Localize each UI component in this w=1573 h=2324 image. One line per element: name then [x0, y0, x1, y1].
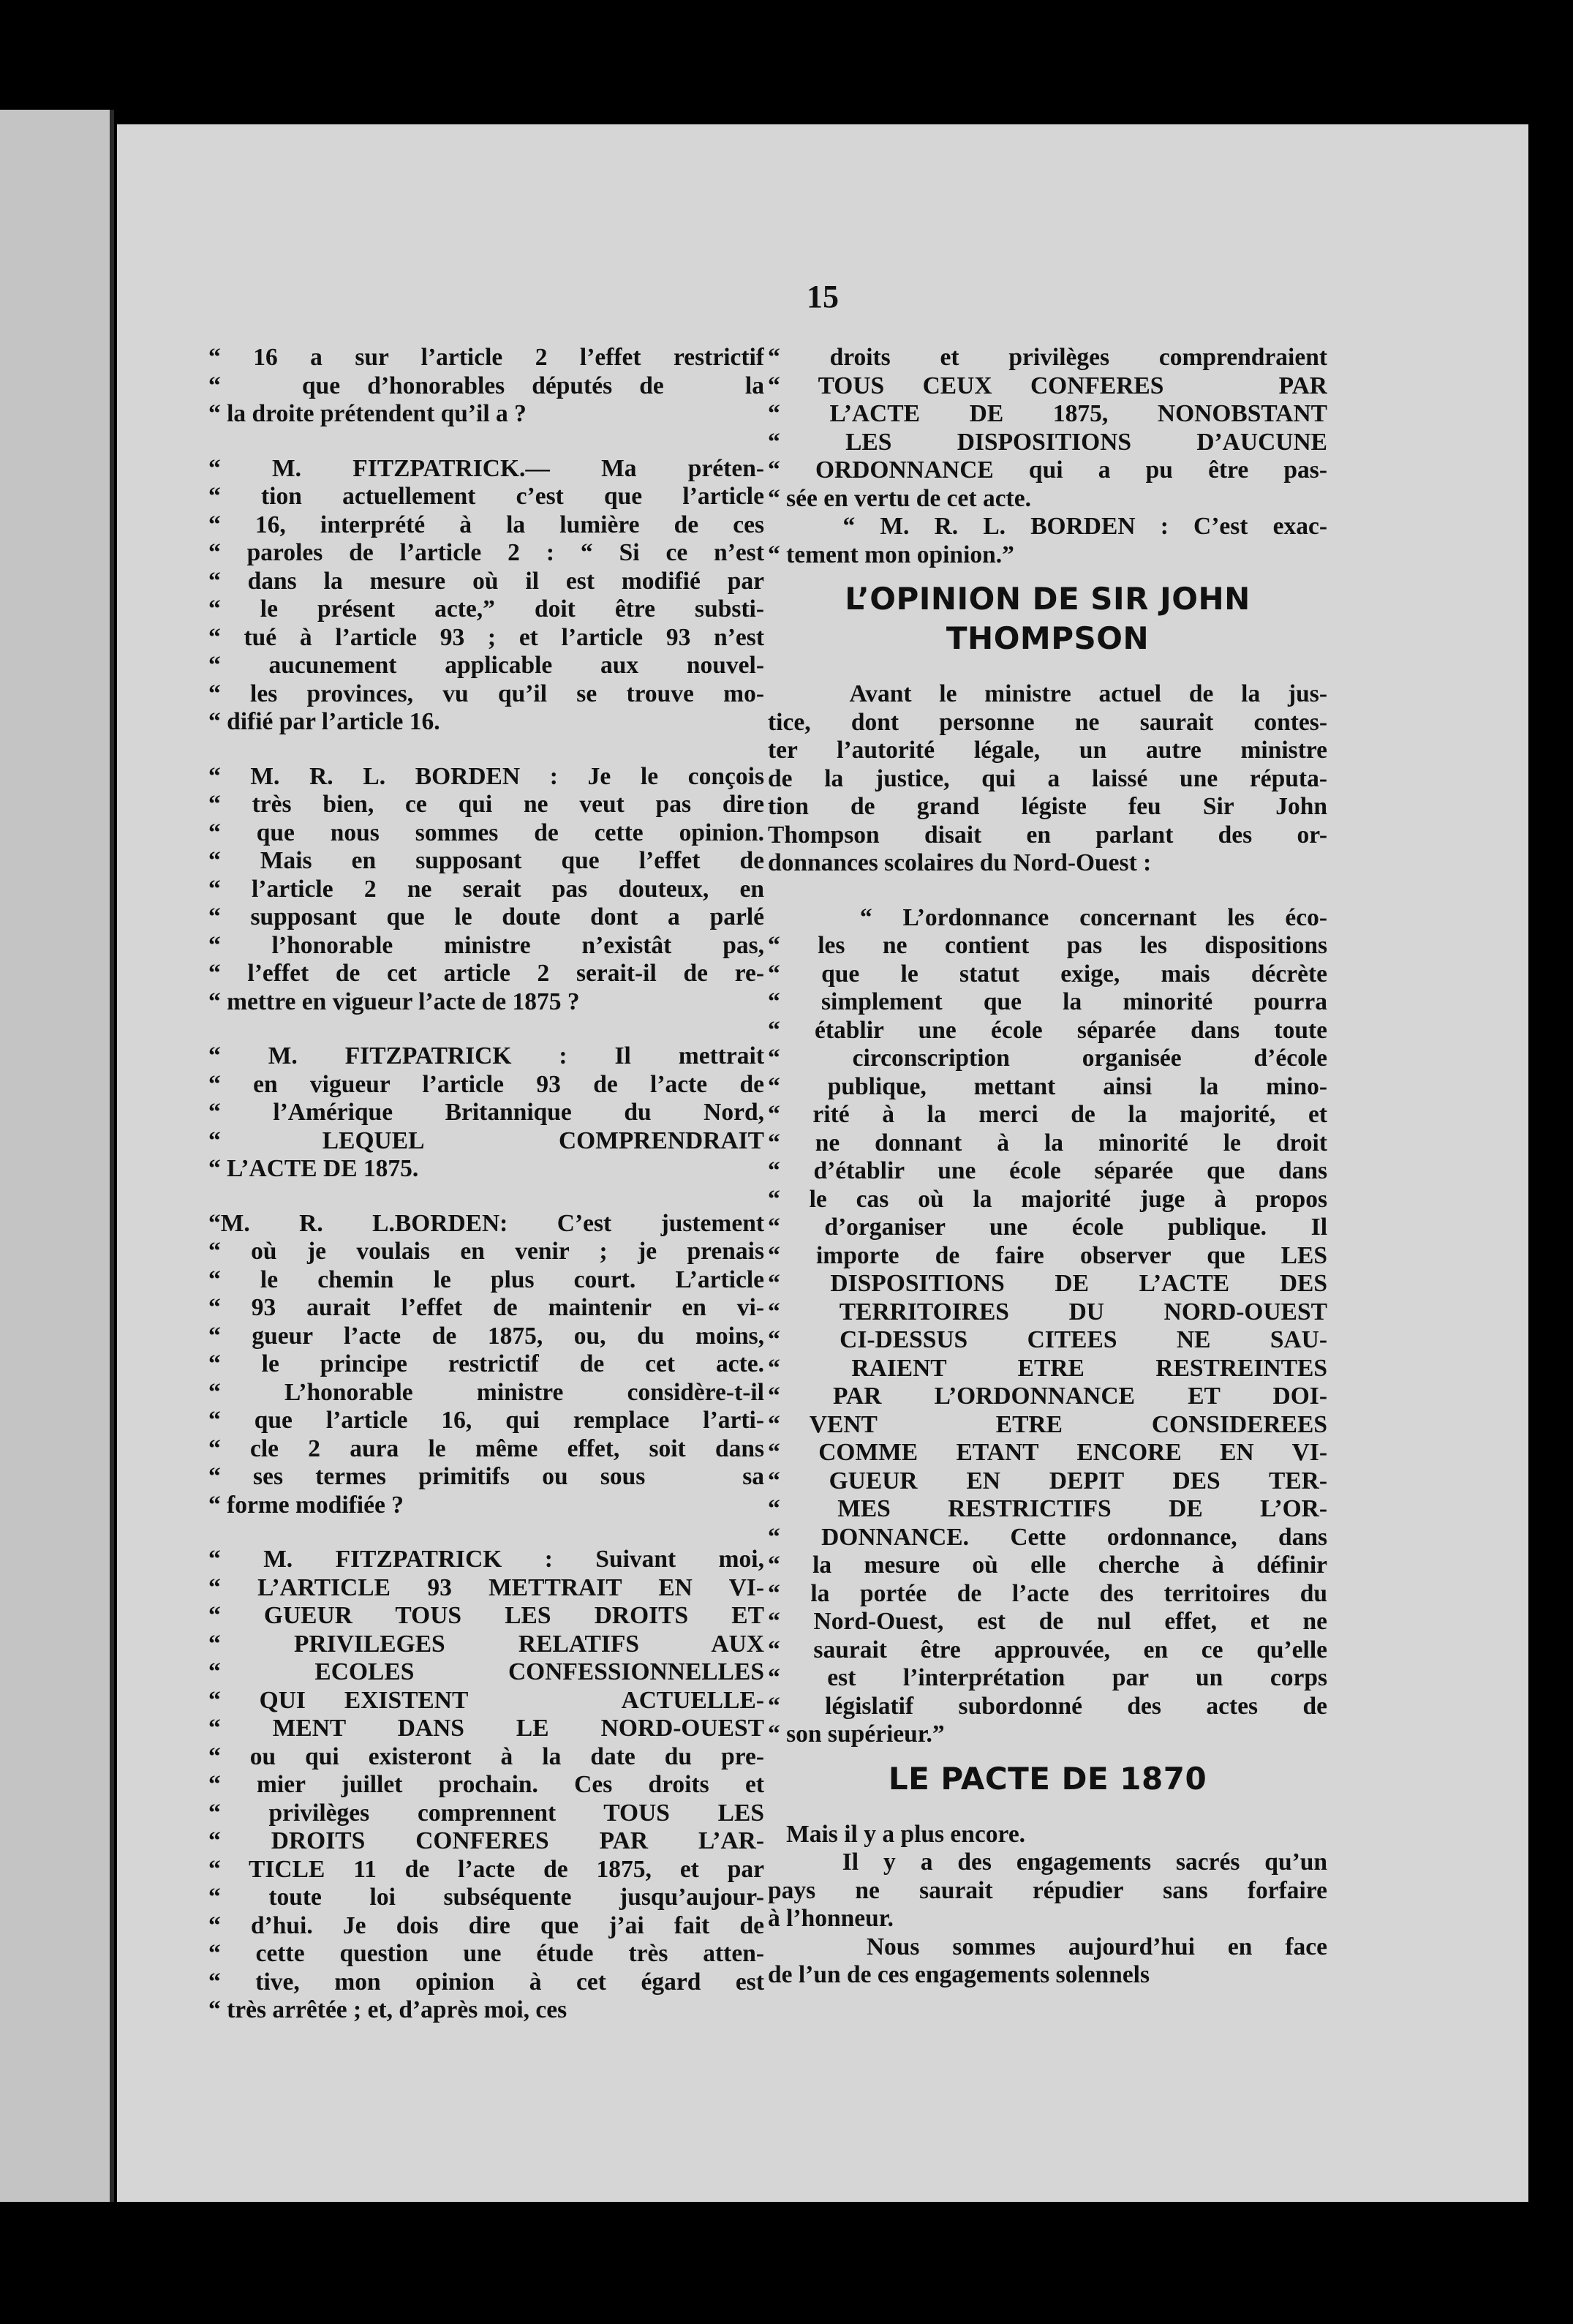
text-line: “ que nous sommes de cette opinion. [208, 819, 764, 846]
heading-pacte-1870 [768, 1759, 1327, 1799]
text-line: “ la droite prétendent qu’il a ? [208, 400, 527, 427]
text-line: de l’un de ces engagements solennels [768, 1961, 1150, 1988]
text-line: “ toute loi subséquente jusqu’aujour- [208, 1884, 764, 1911]
text-line: “ simplement que la minorité pourra [768, 988, 1327, 1015]
text-line: Il y a des engagements sacrés qu’un [768, 1849, 1327, 1876]
text-line: “ privilèges comprennent TOUS LES [208, 1799, 764, 1827]
text-line: “ les provinces, vu qu’il se trouve mo- [208, 680, 764, 707]
text-line: “ où je voulais en venir ; je prenais [208, 1238, 764, 1265]
text-line: “ que d’honorables députés de la [208, 372, 764, 399]
text-line: “ L’ACTE DE 1875. [208, 1155, 419, 1182]
section-heading-line: THOMPSON [946, 620, 1150, 656]
text-line: Mais il y a plus encore. [768, 1820, 1026, 1848]
section-heading-line: L’OPINION DE SIR JOHN [845, 581, 1251, 617]
text-line: “ l’Amérique Britannique du Nord, [208, 1099, 764, 1126]
text-line: “ le chemin le plus court. L’article [208, 1266, 764, 1293]
text-line: “ en vigueur l’article 93 de l’acte de [208, 1070, 764, 1098]
text-line: “ QUI EXISTENT ACTUELLE- [208, 1686, 764, 1714]
text-line: “ que l’article 16, qui remplace l’arti- [208, 1407, 764, 1434]
text-line: “ GUEUR TOUS LES DROITS ET [208, 1602, 764, 1629]
text-line: “ paroles de l’article 2 : “ Si ce n’est [208, 539, 764, 566]
text-line: “ ses termes primitifs ou sous sa [208, 1463, 764, 1490]
text-line: “ DONNANCE. Cette ordonnance, dans [768, 1523, 1327, 1551]
text-line: “ DROITS CONFERES PAR L’AR- [208, 1827, 764, 1854]
text-line: “ que le statut exige, mais décrète [768, 960, 1327, 988]
text-line: “ PAR L’ORDONNANCE ET DOI- [768, 1383, 1327, 1410]
text-line: “ les ne contient pas les dispositions [768, 932, 1327, 959]
text-line: “ gueur l’acte de 1875, ou, du moins, [208, 1322, 764, 1350]
text-line: ter l’autorité légale, un autre ministre [768, 737, 1327, 764]
text-line: “ CI-DESSUS CITEES NE SAU- [768, 1326, 1327, 1353]
text-line: “ le cas où la majorité juge à propos [768, 1185, 1327, 1213]
text-line: Nous sommes aujourd’hui en face [768, 1933, 1327, 1960]
text-line: “ MENT DANS LE NORD-OUEST [208, 1715, 764, 1742]
text-line: “M. R. L.BORDEN: C’est justement [208, 1209, 764, 1237]
paragraph-gap [768, 878, 1327, 904]
text-line: “ publique, mettant ainsi la mino- [768, 1072, 1327, 1100]
text-line: “ DISPOSITIONS DE L’ACTE DES [768, 1270, 1327, 1297]
right-intro-text [768, 344, 1327, 569]
text-line: “ droits et privilèges comprendraient [768, 344, 1327, 371]
paragraph-gap [208, 737, 764, 763]
text-line: “ 16 a sur l’article 2 l’effet restrictif [208, 344, 764, 371]
text-line: de la justice, qui a laissé une réputa- [768, 764, 1327, 792]
text-line: “ ne donnant à la minorité le droit [768, 1129, 1327, 1157]
text-line: “ circonscription organisée d’école [768, 1045, 1327, 1072]
paragraph-gap [208, 429, 764, 455]
text-line: “ d’organiser une école publique. Il [768, 1214, 1327, 1241]
text-line: “ TOUS CEUX CONFERES PAR [768, 372, 1327, 399]
text-line: “ dans la mesure où il est modifié par [208, 567, 764, 595]
text-line: “ importe de faire observer que LES [768, 1241, 1327, 1269]
paragraph-gap [208, 1016, 764, 1042]
text-line: “ forme modifiée ? [208, 1491, 404, 1519]
text-line: à l’honneur. [768, 1905, 894, 1932]
text-line: “ supposant que le doute dont a parlé [208, 903, 764, 930]
text-line: “ VENT ETRE CONSIDEREES [768, 1410, 1327, 1438]
text-line: “ 93 aurait l’effet de maintenir en vi- [208, 1294, 764, 1321]
text-line: “ M. FITZPATRICK : Il mettrait [208, 1042, 764, 1069]
text-line: “ son supérieur.” [768, 1721, 945, 1748]
text-line: Avant le ministre actuel de la jus- [768, 680, 1327, 707]
text-line: “ mettre en vigueur l’acte de 1875 ? [208, 988, 580, 1015]
text-line: “ LEQUEL COMPRENDRAIT [208, 1127, 764, 1154]
paragraph-gap [208, 1184, 764, 1210]
text-line: “ Mais en supposant que l’effet de [208, 847, 764, 874]
text-line: donnances scolaires du Nord-Ouest : [768, 849, 1152, 876]
paragraph-gap [208, 1519, 764, 1546]
text-line: tion de grand légiste feu Sir John [768, 793, 1327, 820]
text-line: “ mier juillet prochain. Ces droits et [208, 1771, 764, 1798]
text-line: “ 16, interprété à la lumière de ces [208, 511, 764, 538]
text-line: “ très arrêtée ; et, d’après moi, ces [208, 1996, 567, 2023]
text-line: “ tion actuellement c’est que l’article [208, 483, 764, 510]
text-line: “ LES DISPOSITIONS D’AUCUNE [768, 428, 1327, 456]
text-line: “ le principe restrictif de cet acte. [208, 1350, 764, 1377]
text-line: tice, dont personne ne saurait contes- [768, 708, 1327, 736]
text-line: “ cle 2 aura le même effet, soit dans [208, 1434, 764, 1462]
text-line: “ difié par l’article 16. [208, 708, 440, 735]
text-line: “ GUEUR EN DEPIT DES TER- [768, 1467, 1327, 1494]
text-line: “ est l’interprétation par un corps [768, 1664, 1327, 1691]
text-line: “ saurait être approuvée, en ce qu’elle [768, 1636, 1327, 1663]
text-line: “ très bien, ce qui ne veut pas dire [208, 791, 764, 818]
text-line: “ ECOLES CONFESSIONNELLES [208, 1658, 764, 1685]
text-line: “ PRIVILEGES RELATIFS AUX [208, 1630, 764, 1658]
text-line: “ Nord-Ouest, est de nul effet, et ne [768, 1608, 1327, 1635]
text-line: “ tive, mon opinion à cet égard est [208, 1968, 764, 1996]
text-line: “ L’honorable ministre considère-t-il [208, 1378, 764, 1406]
text-line: “ aucunement applicable aux nouvel- [208, 652, 764, 679]
text-line: “ M. FITZPATRICK : Suivant moi, [208, 1546, 764, 1573]
text-line: “ tué à l’article 93 ; et l’article 93 n’est [208, 623, 764, 651]
text-line: “ TERRITOIRES DU NORD-OUEST [768, 1298, 1327, 1325]
text-line: “ MES RESTRICTIFS DE L’OR- [768, 1495, 1327, 1522]
text-line: pays ne saurait répudier sans forfaire [768, 1876, 1327, 1904]
text-line: “ la mesure où elle cherche à définir [768, 1552, 1327, 1579]
text-line: “ ou qui existeront à la date du pre- [208, 1742, 764, 1770]
text-line: “ COMME ETANT ENCORE EN VI- [768, 1439, 1327, 1466]
book-page [117, 124, 1528, 2202]
text-line: “ l’honorable ministre n’existât pas, [208, 931, 764, 959]
text-line: Thompson disait en parlant des or- [768, 821, 1327, 849]
page-number: 15 [807, 279, 839, 315]
text-line: “ établir une école séparée dans toute [768, 1016, 1327, 1044]
text-line: “ sée en vertu de cet acte. [768, 484, 1031, 512]
text-line: “ TICLE 11 de l’acte de 1875, et par [208, 1855, 764, 1883]
text-line: “ L’ARTICLE 93 METTRAIT EN VI- [208, 1573, 764, 1601]
text-line: “ législatif subordonné des actes de [768, 1692, 1327, 1720]
text-line: “ la portée de l’acte des territoires du [768, 1579, 1327, 1607]
section-thompson-text [768, 680, 1327, 1749]
right-column [768, 344, 1327, 1990]
text-line: “ cette question une étude très atten- [208, 1940, 764, 1967]
section-pacte-text [768, 1821, 1327, 1990]
text-line: “ L’ordonnance concernant les éco- [768, 903, 1327, 931]
left-column [208, 344, 764, 2025]
text-line: “ le présent acte,” doit être substi- [208, 595, 764, 623]
heading-sir-john-thompson [768, 579, 1327, 658]
text-line: “ ORDONNANCE qui a pu être pas- [768, 456, 1327, 484]
text-line: “ RAIENT ETRE RESTREINTES [768, 1354, 1327, 1382]
facing-page-edge [0, 110, 114, 2202]
text-line: “ M. R. L. BORDEN : Je le conçois [208, 762, 764, 790]
text-line: “ d’hui. Je dois dire que j’ai fait de [208, 1911, 764, 1939]
text-line: “ M. FITZPATRICK.— Ma préten- [208, 454, 764, 482]
text-line: “ l’article 2 ne serait pas douteux, en [208, 875, 764, 903]
section-heading-line: LE PACTE DE 1870 [888, 1760, 1207, 1797]
text-line: “ rité à la merci de la majorité, et [768, 1101, 1327, 1128]
text-line: “ l’effet de cet article 2 serait-il de re- [208, 960, 764, 987]
text-line: “ M. R. L. BORDEN : C’est exac- [768, 513, 1327, 540]
text-line: “ tement mon opinion.” [768, 541, 1014, 568]
text-line: “ L’ACTE DE 1875, NONOBSTANT [768, 400, 1327, 427]
text-line: “ d’établir une école séparée que dans [768, 1157, 1327, 1184]
